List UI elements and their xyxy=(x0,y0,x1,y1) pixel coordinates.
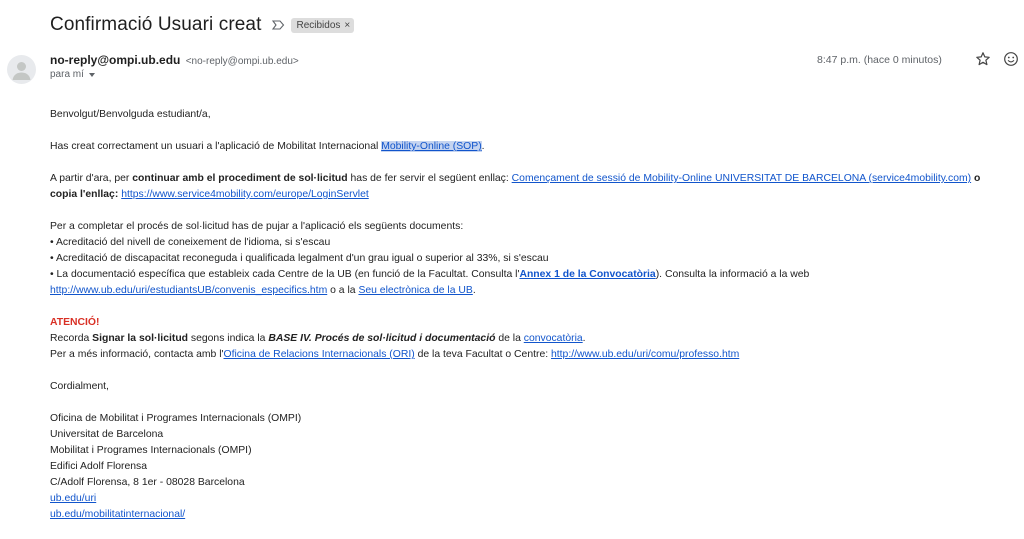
paragraph-sign-request: Recorda Signar la sol·licitud segons indica la BASE IV. Procés de sol·licitud i documentació de la convocatòria. xyxy=(50,333,586,344)
mobilitat-internacional-link[interactable]: ub.edu/mobilitatinternacional/ xyxy=(50,509,186,520)
signature-line: Universitat de Barcelona xyxy=(50,429,164,440)
convocatoria-link[interactable]: convocatòria xyxy=(523,333,583,344)
greeting: Benvolgut/Benvolguda estudiant/a, xyxy=(50,109,211,120)
ori-link[interactable]: Oficina de Relacions Internacionals (ORI) xyxy=(223,349,415,360)
subject-row xyxy=(50,12,354,38)
recipient-details-toggle[interactable] xyxy=(50,69,95,80)
convenis-especifics-link[interactable]: http://www.ub.edu/uri/estudiantsUB/convenis_especifics.htm xyxy=(50,285,328,296)
remove-label-button[interactable]: × xyxy=(344,19,351,31)
paragraph-more-info: Per a més informació, contacta amb l'Oficina de Relacions Internacionals (ORI) de la teva Facultat o Centre: http://www.ub.edu/uri/comu/professo.htm xyxy=(50,349,740,360)
signature-link-row xyxy=(50,491,990,507)
email-subject: Confirmació Usuari creat xyxy=(50,14,262,35)
sender-email: <no-reply@ompi.ub.edu> xyxy=(185,56,299,67)
sender-row xyxy=(50,53,299,67)
closing: Cordialment, xyxy=(50,381,109,392)
sender-name[interactable]: no-reply@ompi.ub.edu xyxy=(50,53,181,67)
attention-heading: ATENCIÓ! xyxy=(50,317,100,328)
signature-line: Mobilitat i Programes Internacionals (OMPI) xyxy=(50,445,252,456)
documents-intro: Per a completar el procés de sol·licitud has de pujar a l'aplicació els següents documents: xyxy=(50,221,464,232)
email-body xyxy=(50,107,990,523)
login-session-link[interactable]: Començament de sessió de Mobility-Online UNIVERSITAT DE BARCELONA (service4mobility.com) xyxy=(511,173,972,184)
signature-link-row xyxy=(50,507,990,523)
inbox-label-text: Recibidos xyxy=(296,19,341,31)
annex-link[interactable]: Annex 1 de la Convocatòria xyxy=(519,269,656,280)
avatar xyxy=(7,55,36,84)
list-item: • Acreditació del nivell de coneixement de l'idioma, si s'escau xyxy=(50,237,331,248)
seu-electronica-link[interactable]: Seu electrònica de la UB xyxy=(358,285,473,296)
list-item: • La documentació específica que estableix cada Centre de la UB (en funció de la Facultat. Consulta l'Annex 1 de la Convocatòria). Consulta la informació a la web http://www.ub.edu/uri/estudiantsUB/convenis_especifics.htm o a la Seu electrònica de la UB. xyxy=(50,269,810,296)
emoji-reaction-icon[interactable] xyxy=(1003,51,1019,67)
label-important-icon[interactable] xyxy=(271,18,285,32)
inbox-label-chip[interactable] xyxy=(291,18,354,33)
recipient-label: para mí xyxy=(50,69,84,80)
signature-line: C/Adolf Florensa, 8 1er - 08028 Barcelona xyxy=(50,477,245,488)
ub-uri-link[interactable]: ub.edu/uri xyxy=(50,493,97,504)
mobility-online-link[interactable]: Mobility-Online (SOP) xyxy=(381,141,482,152)
star-outline-icon[interactable] xyxy=(975,51,991,67)
list-item: • Acreditació de discapacitat reconeguda i qualificada legalment d'un grau igual o superior al 33%, si s'escau xyxy=(50,253,549,264)
person-avatar-icon xyxy=(7,55,36,84)
chevron-down-icon[interactable] xyxy=(89,73,95,77)
signature-line: Oficina de Mobilitat i Programes Internacionals (OMPI) xyxy=(50,413,302,424)
email-timestamp: 8:47 p.m. (hace 0 minutos) xyxy=(817,54,942,66)
paragraph-account-created: Has creat correctament un usuari a l'aplicació de Mobilitat Internacional Mobility-Online (SOP). xyxy=(50,141,485,152)
paragraph-continue: A partir d'ara, per continuar amb el procediment de sol·licitud has de fer servir el següent enllaç: Començament de sessió de Mobility-Online UNIVERSITAT DE BARCELONA (service4mobility.com) o copia l'enllaç: https://www.service4mobility.com/europe/LoginServlet xyxy=(50,173,981,200)
professo-link[interactable]: http://www.ub.edu/uri/comu/professo.htm xyxy=(551,349,740,360)
signature-line: Edifici Adolf Florensa xyxy=(50,461,148,472)
login-servlet-link[interactable]: https://www.service4mobility.com/europe/LoginServlet xyxy=(121,189,369,200)
